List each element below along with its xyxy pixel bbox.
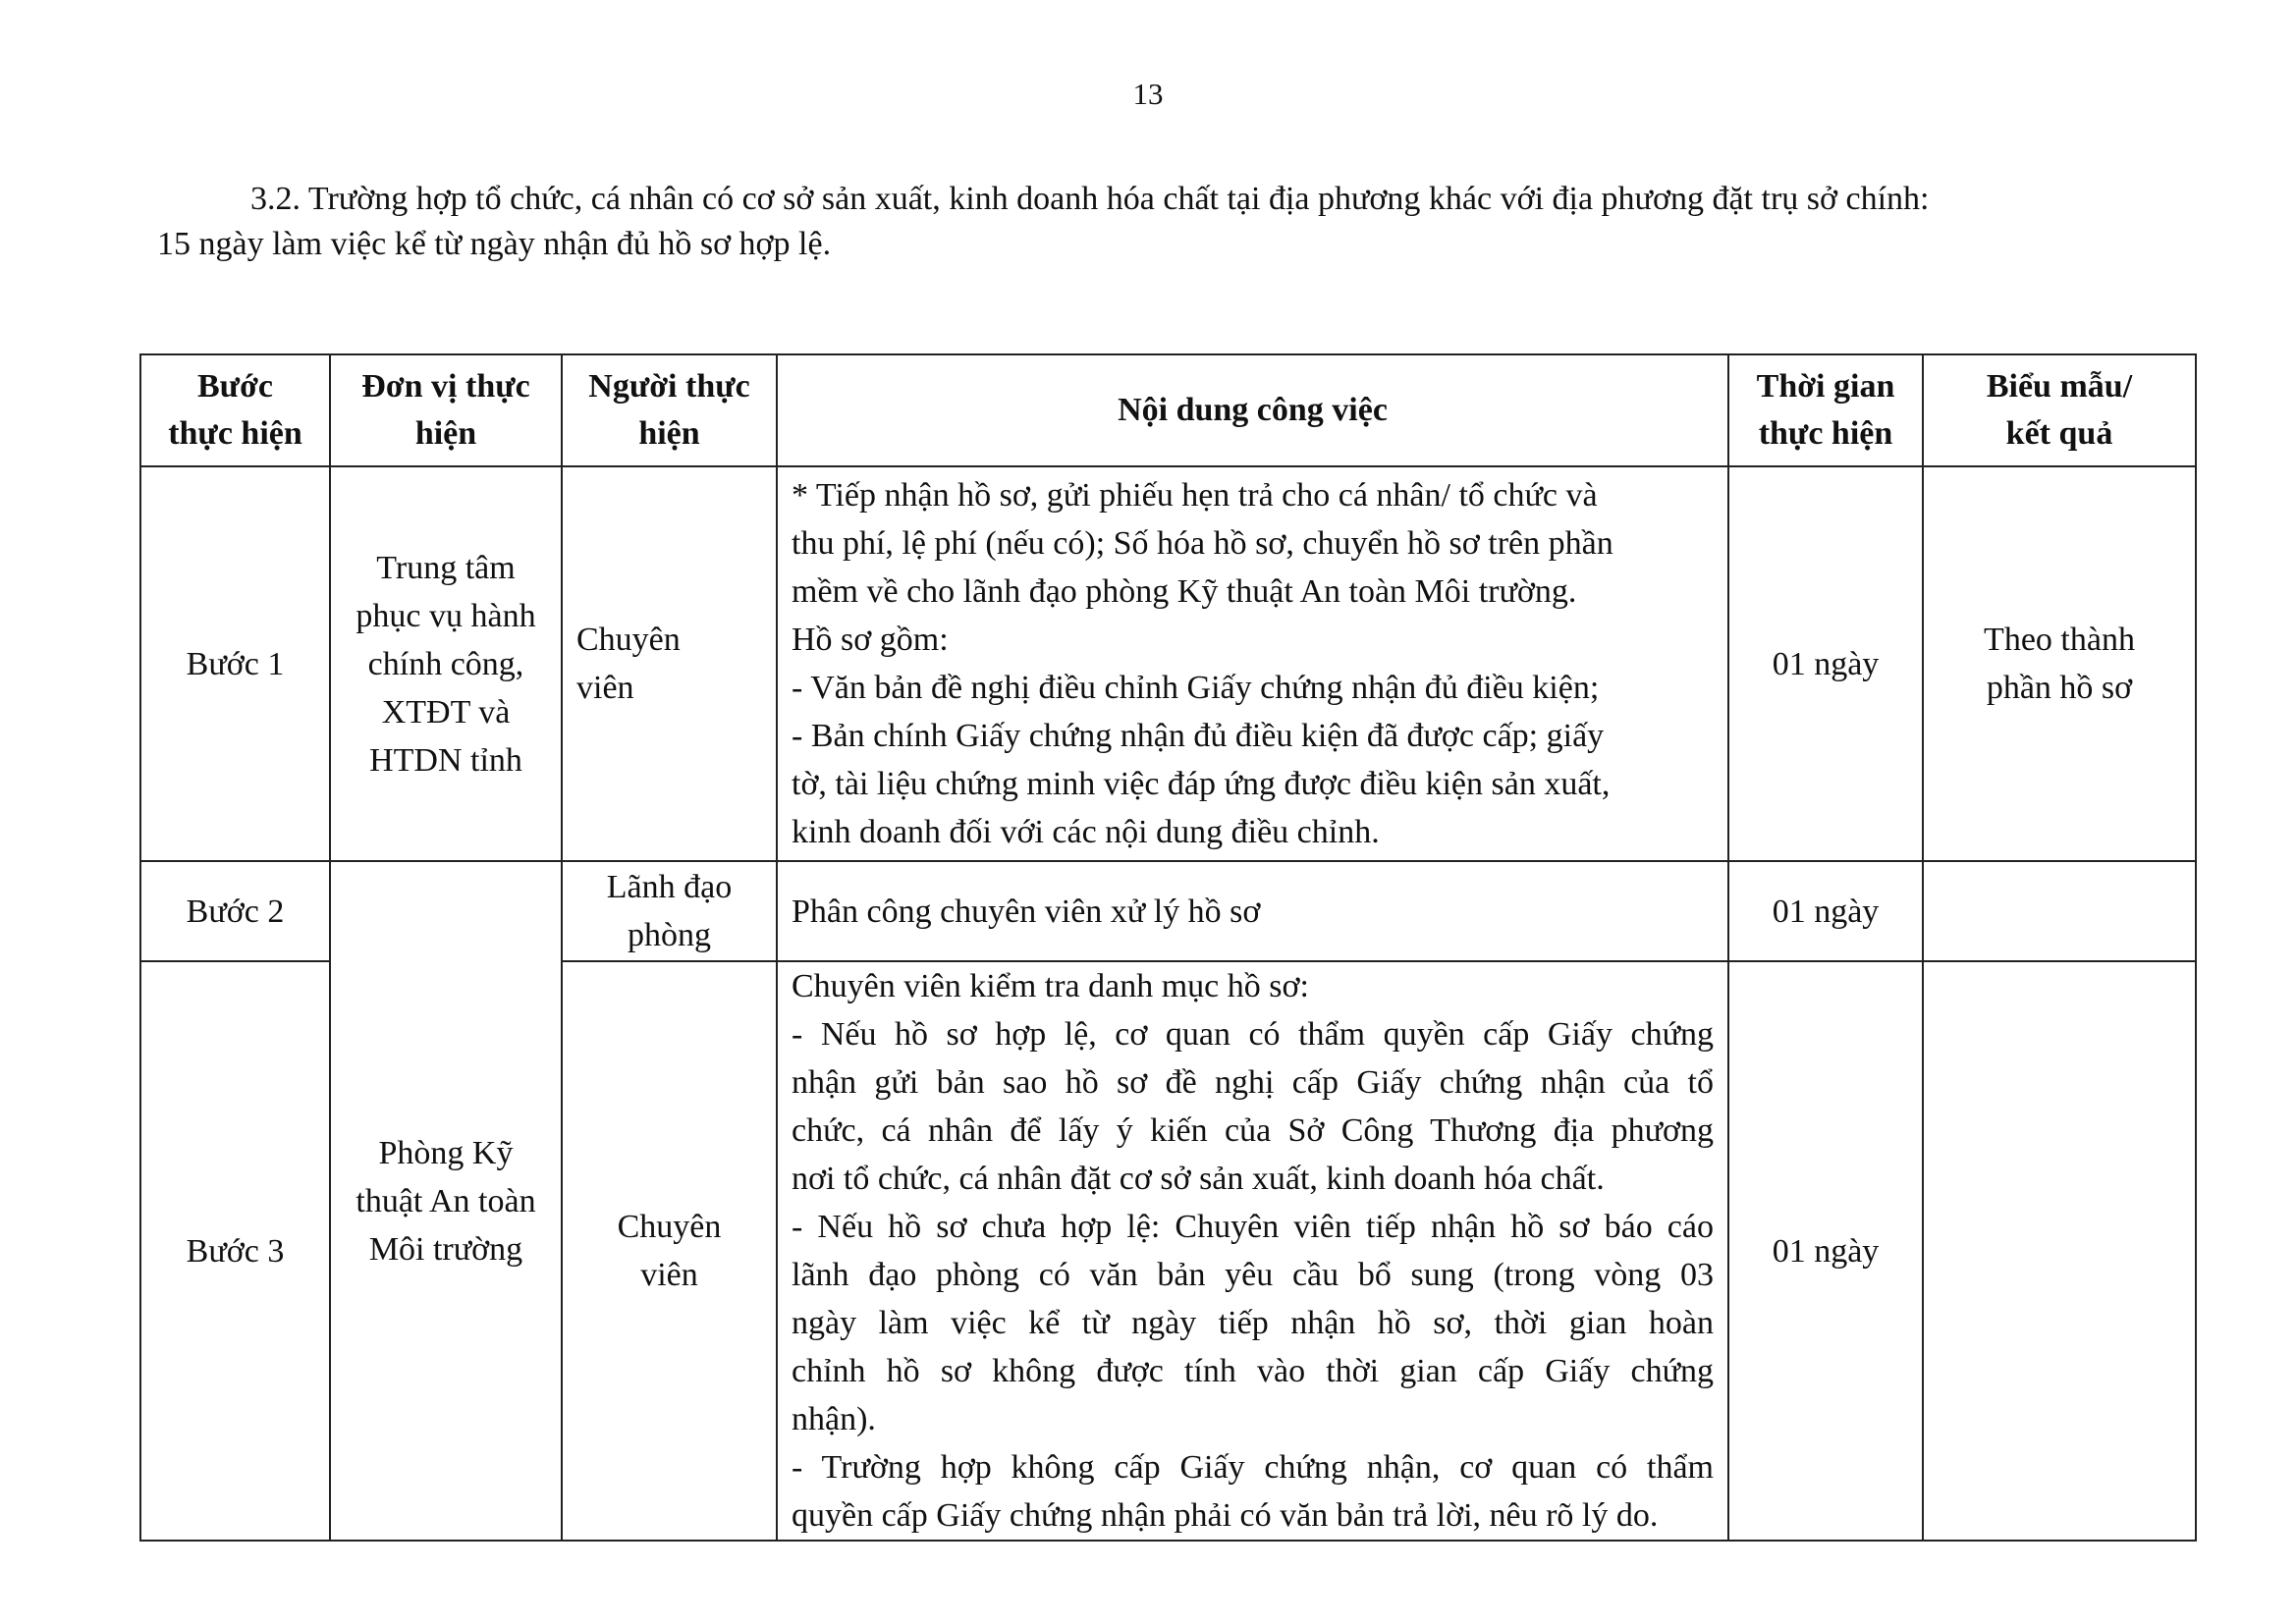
form-cell: Theo thành phần hồ sơ: [1923, 466, 2196, 861]
header-unit: Đơn vị thực hiện: [330, 354, 562, 466]
header-form: Biểu mẫu/ kết quả: [1923, 354, 2196, 466]
unit-cell: Phòng Kỹ thuật An toàn Môi trường: [330, 861, 562, 1541]
time-cell: 01 ngày: [1728, 861, 1923, 961]
step-cell: Bước 2: [140, 861, 330, 961]
person-cell: Chuyên viên: [562, 466, 777, 861]
step-cell: Bước 1: [140, 466, 330, 861]
table-row: [140, 861, 2196, 961]
content-cell: Phân công chuyên viên xử lý hồ sơ: [777, 861, 1728, 961]
page-number: 13: [1132, 77, 1164, 111]
intro-line-2: 15 ngày làm việc kể từ ngày nhận đủ hồ sơ hợp lệ.: [157, 226, 832, 262]
time-cell: 01 ngày: [1728, 466, 1923, 861]
time-cell: 01 ngày: [1728, 961, 1923, 1541]
unit-cell: Trung tâm phục vụ hành chính công, XTĐT và HTDN tỉnh: [330, 466, 562, 861]
header-person: Người thực hiện: [562, 354, 777, 466]
header-step: Bước thực hiện: [140, 354, 330, 466]
table-row: [140, 466, 2196, 861]
person-cell: Chuyên viên: [562, 961, 777, 1541]
content-cell: Chuyên viên kiểm tra danh mục hồ sơ: - Nếu hồ sơ hợp lệ, cơ quan có thẩm quyền cấp Giấy chứng nhận gửi bản sao hồ sơ đề nghị cấp Giấy chứng nhận của tổ chức, cá nhân để lấy ý kiến của Sở Công Thương địa phương nơi tổ chức, cá nhân đặt cơ sở sản xuất, kinh doanh hóa chất. - Nếu hồ sơ chưa hợp lệ: Chuyên viên tiếp nhận hồ sơ báo cáo lãnh đạo phòng có văn bản yêu cầu bổ sung (trong vòng 03 ngày làm việc kể từ ngày tiếp nhận hồ sơ, thời gian hoàn chỉnh hồ sơ không được tính vào thời gian cấp Giấy chứng nhận). - Trường hợp không cấp Giấy chứng nhận, cơ quan có thẩm quyền cấp Giấy chứng nhận phải có văn bản trả lời, nêu rõ lý do.: [777, 961, 1728, 1541]
form-cell: [1923, 961, 2196, 1541]
header-time: Thời gian thực hiện: [1728, 354, 1923, 466]
header-content: Nội dung công việc: [777, 354, 1728, 466]
procedure-table: [139, 353, 2197, 1542]
step-cell: Bước 3: [140, 961, 330, 1541]
content-cell: * Tiếp nhận hồ sơ, gửi phiếu hẹn trả cho cá nhân/ tổ chức và thu phí, lệ phí (nếu có); Số hóa hồ sơ, chuyển hồ sơ trên phần mềm về cho lãnh đạo phòng Kỹ thuật An toàn Môi trường. Hồ sơ gồm: - Văn bản đề nghị điều chỉnh Giấy chứng nhận đủ điều kiện; - Bản chính Giấy chứng nhận đủ điều kiện đã được cấp; giấy tờ, tài liệu chứng minh việc đáp ứng được điều kiện sản xuất, kinh doanh đối với các nội dung điều chỉnh.: [777, 466, 1728, 861]
form-cell: [1923, 861, 2196, 961]
intro-line-1: 3.2. Trường hợp tổ chức, cá nhân có cơ sở sản xuất, kinh doanh hóa chất tại địa phương khác với địa phương đặt trụ sở chính:: [250, 181, 1930, 217]
table-header-row: [140, 354, 2196, 466]
person-cell: Lãnh đạo phòng: [562, 861, 777, 961]
